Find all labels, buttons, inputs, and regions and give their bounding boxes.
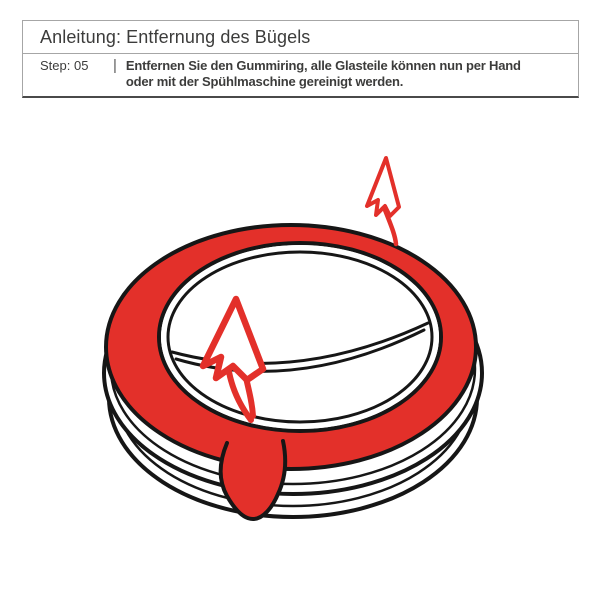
- step-divider: |: [113, 57, 117, 74]
- up-arrow-outer-head: [367, 158, 399, 216]
- glass-opening: [161, 245, 439, 429]
- step-number-label: Step: 05: [40, 58, 89, 73]
- page-title: Anleitung: Entfernung des Bügels: [40, 27, 311, 47]
- step-description-line-2: oder mit der Spühlmaschine gereinigt werden.: [125, 74, 404, 89]
- up-arrow-outer: [367, 158, 399, 244]
- step-description-line-1: Entfernen Sie den Gummiring, alle Glasteile können nun per Hand: [125, 58, 521, 73]
